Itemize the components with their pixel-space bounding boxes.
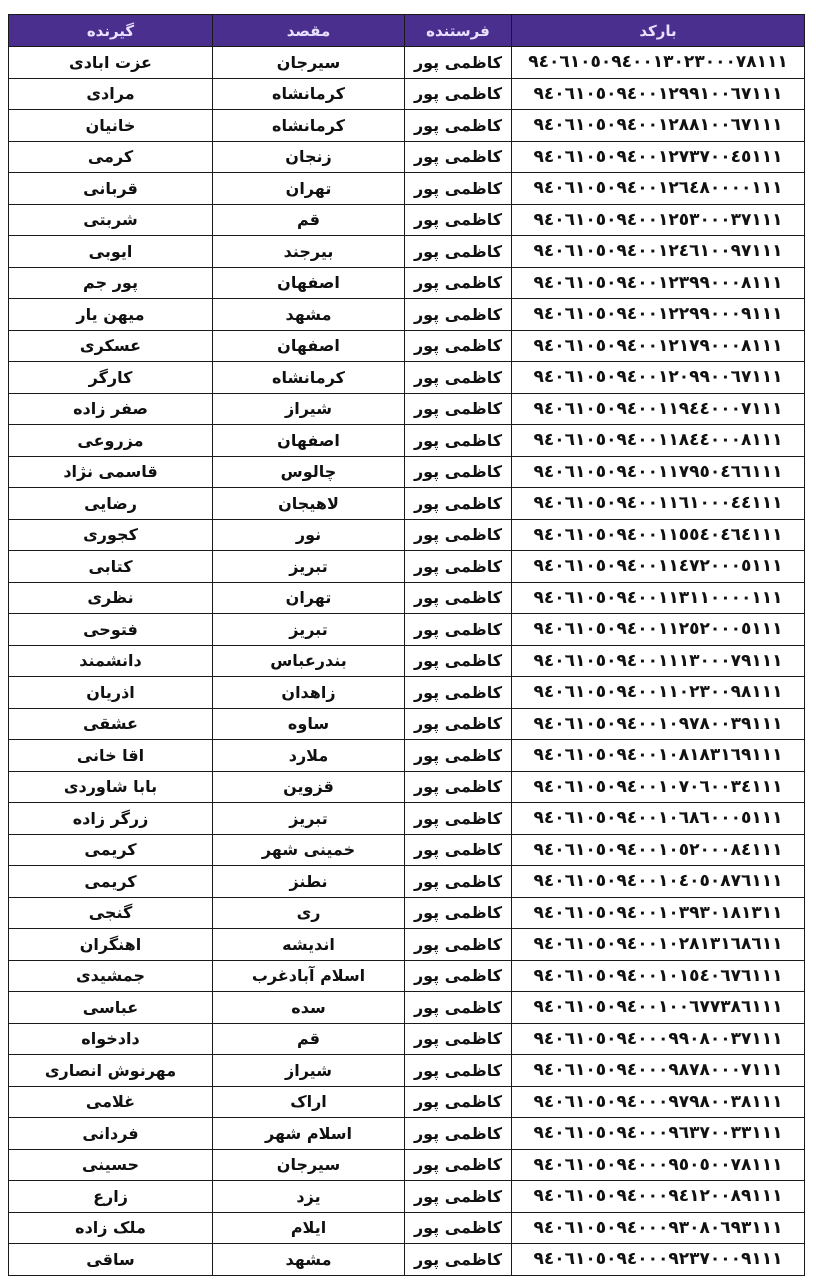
barcode-cell: ۹٤٠٦١٠٥٠٩٤٠٠١٢٨٨١٠٠٦٧١١١ <box>512 110 805 142</box>
table-row <box>9 1181 805 1213</box>
destination-cell: اندیشه <box>213 929 405 961</box>
recipient-cell: عزت ابادی <box>9 47 213 79</box>
destination-cell: سیرجان <box>213 47 405 79</box>
barcode-cell: ۹٤٠٦١٠٥٠٩٤٠٠١١٥٥٤٠٤٦٤١١١ <box>512 519 805 551</box>
sender-cell: کاظمی پور <box>405 897 512 929</box>
sender-cell: کاظمی پور <box>405 960 512 992</box>
recipient-cell: اقا خانی <box>9 740 213 772</box>
sender-cell: کاظمی پور <box>405 771 512 803</box>
table-row <box>9 456 805 488</box>
table-row <box>9 1055 805 1087</box>
sender-cell: کاظمی پور <box>405 740 512 772</box>
sender-cell: کاظمی پور <box>405 173 512 205</box>
barcode-cell: ۹٤٠٦١٠٥٠٩٤٠٠٠٩٩٠٨٠٠٣٧١١١ <box>512 1023 805 1055</box>
table-header-row <box>9 15 805 47</box>
barcode-cell: ۹٤٠٦١٠٥٠٩٤٠٠١٢٥٣٠٠٠٣٧١١١ <box>512 204 805 236</box>
barcode-cell: ۹٤٠٦١٠٥٠٩٤٠٠١١٤٧٢٠٠٠٥١١١ <box>512 551 805 583</box>
recipient-cell: رضایی <box>9 488 213 520</box>
destination-cell: بندرعباس <box>213 645 405 677</box>
recipient-cell: غلامی <box>9 1086 213 1118</box>
table-row <box>9 488 805 520</box>
barcode-cell: ۹٤٠٦١٠٥٠٩٤٠٠٠٩٧٩٨٠٠٣٨١١١ <box>512 1086 805 1118</box>
table-row <box>9 393 805 425</box>
table-row <box>9 110 805 142</box>
destination-cell: مشهد <box>213 299 405 331</box>
recipient-cell: قربانی <box>9 173 213 205</box>
table-row <box>9 866 805 898</box>
destination-cell: نطنز <box>213 866 405 898</box>
sender-cell: کاظمی پور <box>405 834 512 866</box>
barcode-cell: ۹٤٠٦١٠٥٠٩٤٠٠١١٣١١٠٠٠٠١١١ <box>512 582 805 614</box>
destination-cell: تبریز <box>213 803 405 835</box>
recipient-cell: شربتی <box>9 204 213 236</box>
recipient-cell: مزروعی <box>9 425 213 457</box>
recipient-cell: دادخواه <box>9 1023 213 1055</box>
barcode-cell: ۹٤٠٦١٠٥٠٩٤٠٠١٠٥٢٠٠٠٨٤١١١ <box>512 834 805 866</box>
table-row <box>9 834 805 866</box>
destination-cell: اسلام آبادغرب <box>213 960 405 992</box>
recipient-cell: کارگر <box>9 362 213 394</box>
barcode-cell: ۹٤٠٦١٠٥٠٩٤٠٠١١١٣٠٠٠٧٩١١١ <box>512 645 805 677</box>
destination-cell: شیراز <box>213 393 405 425</box>
table-row <box>9 677 805 709</box>
sender-cell: کاظمی پور <box>405 645 512 677</box>
sender-cell: کاظمی پور <box>405 1086 512 1118</box>
recipient-cell: گنجی <box>9 897 213 929</box>
destination-cell: قزوین <box>213 771 405 803</box>
table-row <box>9 425 805 457</box>
destination-cell: تهران <box>213 582 405 614</box>
recipient-cell: صفر زاده <box>9 393 213 425</box>
table-row <box>9 708 805 740</box>
barcode-cell: ۹٤٠٦١٠٥٠٩٤٠٠١٢٤٦١٠٠٩٧١١١ <box>512 236 805 268</box>
header-destination: مقصد <box>213 15 405 47</box>
destination-cell: ایلام <box>213 1212 405 1244</box>
sender-cell: کاظمی پور <box>405 393 512 425</box>
barcode-cell: ۹٤٠٦١٠٥٠٩٤٠٠١٢٢٩٩٠٠٠٩١١١ <box>512 299 805 331</box>
table-row <box>9 1212 805 1244</box>
barcode-cell: ۹٤٠٦١٠٥٠٩٤٠٠١١٠٢٣٠٠٩٨١١١ <box>512 677 805 709</box>
destination-cell: بیرجند <box>213 236 405 268</box>
recipient-cell: عسکری <box>9 330 213 362</box>
table-row <box>9 267 805 299</box>
header-recipient: گیرنده <box>9 15 213 47</box>
recipient-cell: مرادی <box>9 78 213 110</box>
table-row <box>9 1023 805 1055</box>
sender-cell: کاظمی پور <box>405 582 512 614</box>
recipient-cell: زارع <box>9 1181 213 1213</box>
destination-cell: اسلام شهر <box>213 1118 405 1150</box>
barcode-cell: ۹٤٠٦١٠٥٠٩٤٠٠١٠٦٨٦٠٠٠٥١١١ <box>512 803 805 835</box>
recipient-cell: زرگر زاده <box>9 803 213 835</box>
table-row <box>9 173 805 205</box>
destination-cell: چالوس <box>213 456 405 488</box>
destination-cell: لاهیجان <box>213 488 405 520</box>
barcode-cell: ۹٤٠٦١٠٥٠٩٤٠٠٠٩٣٠٨٠٦٩٣١١١ <box>512 1212 805 1244</box>
sender-cell: کاظمی پور <box>405 47 512 79</box>
destination-cell: نور <box>213 519 405 551</box>
table-row <box>9 236 805 268</box>
destination-cell: تبریز <box>213 614 405 646</box>
table-row <box>9 47 805 79</box>
table-row <box>9 992 805 1024</box>
recipient-cell: دانشمند <box>9 645 213 677</box>
sender-cell: کاظمی پور <box>405 267 512 299</box>
table-row <box>9 78 805 110</box>
destination-cell: اراک <box>213 1086 405 1118</box>
table-row <box>9 1086 805 1118</box>
recipient-cell: ملک زاده <box>9 1212 213 1244</box>
sender-cell: کاظمی پور <box>405 110 512 142</box>
table-row <box>9 299 805 331</box>
table-row <box>9 582 805 614</box>
destination-cell: کرمانشاه <box>213 110 405 142</box>
barcode-cell: ۹٤٠٦١٠٥٠٩٤٠٠١٠٣٩٣٠١٨١٣١١ <box>512 897 805 929</box>
sender-cell: کاظمی پور <box>405 330 512 362</box>
destination-cell: یزد <box>213 1181 405 1213</box>
sender-cell: کاظمی پور <box>405 1181 512 1213</box>
destination-cell: زاهدان <box>213 677 405 709</box>
recipient-cell: کتابی <box>9 551 213 583</box>
destination-cell: زنجان <box>213 141 405 173</box>
sender-cell: کاظمی پور <box>405 425 512 457</box>
sender-cell: کاظمی پور <box>405 866 512 898</box>
sender-cell: کاظمی پور <box>405 1244 512 1276</box>
barcode-cell: ۹٤٠٦١٠٥٠٩٤٠٠١٠٠٦٧٧٣٨٦١١١ <box>512 992 805 1024</box>
table-row <box>9 1244 805 1276</box>
recipient-cell: کرمی <box>9 141 213 173</box>
destination-cell: قم <box>213 1023 405 1055</box>
table-row <box>9 551 805 583</box>
sender-cell: کاظمی پور <box>405 1149 512 1181</box>
recipient-cell: فتوحی <box>9 614 213 646</box>
barcode-cell: ۹٤٠٦١٠٥٠٩٤٠٠١١٩٤٤٠٠٠٧١١١ <box>512 393 805 425</box>
recipient-cell: پور جم <box>9 267 213 299</box>
barcode-cell: ۹٤٠٦١٠٥٠٩٤٠٠١٢٠٩٩٠٠٦٧١١١ <box>512 362 805 394</box>
sender-cell: کاظمی پور <box>405 551 512 583</box>
destination-cell: کرمانشاه <box>213 362 405 394</box>
recipient-cell: قاسمی نژاد <box>9 456 213 488</box>
sender-cell: کاظمی پور <box>405 362 512 394</box>
recipient-cell: اهنگران <box>9 929 213 961</box>
recipient-cell: نظری <box>9 582 213 614</box>
sender-cell: کاظمی پور <box>405 236 512 268</box>
recipient-cell: مهرنوش انصاری <box>9 1055 213 1087</box>
destination-cell: اصفهان <box>213 425 405 457</box>
table-row <box>9 645 805 677</box>
table-row <box>9 960 805 992</box>
sender-cell: کاظمی پور <box>405 78 512 110</box>
recipient-cell: ایوبی <box>9 236 213 268</box>
destination-cell: تهران <box>213 173 405 205</box>
sender-cell: کاظمی پور <box>405 456 512 488</box>
sender-cell: کاظمی پور <box>405 708 512 740</box>
table-row <box>9 803 805 835</box>
table-row <box>9 929 805 961</box>
sender-cell: کاظمی پور <box>405 614 512 646</box>
barcode-cell: ۹٤٠٦١٠٥٠٩٤٠٠٠٩٨٧٨٠٠٠٧١١١ <box>512 1055 805 1087</box>
barcode-cell: ۹٤٠٦١٠٥٠٩٤٠٠١٢٦٤٨٠٠٠٠١١١ <box>512 173 805 205</box>
recipient-cell: عشقی <box>9 708 213 740</box>
barcode-cell: ۹٤٠٦١٠٥٠٩٤٠٠١٢١٧٩٠٠٠٨١١١ <box>512 330 805 362</box>
barcode-cell: ۹٤٠٦١٠٥٠٩٤٠٠١٢٧٣٧٠٠٤٥١١١ <box>512 141 805 173</box>
sender-cell: کاظمی پور <box>405 803 512 835</box>
sender-cell: کاظمی پور <box>405 992 512 1024</box>
table-row <box>9 204 805 236</box>
recipient-cell: حسینی <box>9 1149 213 1181</box>
barcode-cell: ۹٤٠٦١٠٥٠٩٤٠٠١٠٧٠٦٠٠٣٤١١١ <box>512 771 805 803</box>
table-row <box>9 362 805 394</box>
destination-cell: اصفهان <box>213 330 405 362</box>
table-row <box>9 1118 805 1150</box>
header-sender: فرستنده <box>405 15 512 47</box>
sender-cell: کاظمی پور <box>405 299 512 331</box>
destination-cell: شیراز <box>213 1055 405 1087</box>
table-row <box>9 614 805 646</box>
destination-cell: قم <box>213 204 405 236</box>
recipient-cell: فردانی <box>9 1118 213 1150</box>
barcode-cell: ۹٤٠٦١٠٥٠٩٤٠٠٠٩٦٣٧٠٠٣٣١١١ <box>512 1118 805 1150</box>
destination-cell: ملارد <box>213 740 405 772</box>
barcode-cell: ۹٤٠٦١٠٥٠٩٤٠٠١١٨٤٤٠٠٠٨١١١ <box>512 425 805 457</box>
destination-cell: سده <box>213 992 405 1024</box>
sender-cell: کاظمی پور <box>405 677 512 709</box>
sender-cell: کاظمی پور <box>405 929 512 961</box>
barcode-cell: ۹٤٠٦١٠٥٠٩٤٠٠١١٧٩٥٠٤٦٦١١١ <box>512 456 805 488</box>
shipment-sheet <box>8 14 804 1276</box>
sender-cell: کاظمی پور <box>405 1212 512 1244</box>
destination-cell: ساوه <box>213 708 405 740</box>
sender-cell: کاظمی پور <box>405 204 512 236</box>
sender-cell: کاظمی پور <box>405 1118 512 1150</box>
table-row <box>9 141 805 173</box>
destination-cell: اصفهان <box>213 267 405 299</box>
table-row <box>9 740 805 772</box>
sender-cell: کاظمی پور <box>405 519 512 551</box>
destination-cell: کرمانشاه <box>213 78 405 110</box>
destination-cell: ری <box>213 897 405 929</box>
table-row <box>9 519 805 551</box>
barcode-cell: ۹٤٠٦١٠٥٠٩٤٠٠١١٦١٠٠٠٤٤١١١ <box>512 488 805 520</box>
table-row <box>9 1149 805 1181</box>
barcode-cell: ۹٤٠٦١٠٥٠٩٤٠٠٠٩٢٣٧٠٠٠٩١١١ <box>512 1244 805 1276</box>
recipient-cell: کریمی <box>9 834 213 866</box>
barcode-cell: ۹٤٠٦١٠٥٠٩٤٠٠١٠٢٨١٣١٦٨٦١١ <box>512 929 805 961</box>
barcode-cell: ۹٤٠٦١٠٥٠٩٤٠٠١٢٣٩٩٠٠٠٨١١١ <box>512 267 805 299</box>
table-row <box>9 897 805 929</box>
recipient-cell: اذریان <box>9 677 213 709</box>
barcode-cell: ۹٤٠٦١٠٥٠٩٤٠٠١٣٠٢٣٠٠٠٧٨١١١ <box>512 47 805 79</box>
barcode-cell: ۹٤٠٦١٠٥٠٩٤٠٠٠٩٤١٢٠٠٨٩١١١ <box>512 1181 805 1213</box>
recipient-cell: کریمی <box>9 866 213 898</box>
barcode-cell: ۹٤٠٦١٠٥٠٩٤٠٠١٢٩٩١٠٠٦٧١١١ <box>512 78 805 110</box>
barcode-cell: ۹٤٠٦١٠٥٠٩٤٠٠٠٩٥٠٥٠٠٧٨١١١ <box>512 1149 805 1181</box>
barcode-cell: ۹٤٠٦١٠٥٠٩٤٠٠١٠١٥٤٠٦٧٦١١١ <box>512 960 805 992</box>
destination-cell: مشهد <box>213 1244 405 1276</box>
recipient-cell: ساقی <box>9 1244 213 1276</box>
barcode-cell: ۹٤٠٦١٠٥٠٩٤٠٠١٠٩٧٨٠٠٣٩١١١ <box>512 708 805 740</box>
barcode-cell: ۹٤٠٦١٠٥٠٩٤٠٠١٠٨١٨٣١٦٩١١١ <box>512 740 805 772</box>
table-row <box>9 771 805 803</box>
barcode-cell: ۹٤٠٦١٠٥٠٩٤٠٠١٠٤٠٥٠٨٧٦١١١ <box>512 866 805 898</box>
sender-cell: کاظمی پور <box>405 488 512 520</box>
sender-cell: کاظمی پور <box>405 1023 512 1055</box>
header-barcode: بارکد <box>512 15 805 47</box>
recipient-cell: عباسی <box>9 992 213 1024</box>
table-row <box>9 330 805 362</box>
destination-cell: تبریز <box>213 551 405 583</box>
recipient-cell: جمشیدی <box>9 960 213 992</box>
recipient-cell: کجوری <box>9 519 213 551</box>
sender-cell: کاظمی پور <box>405 1055 512 1087</box>
destination-cell: سیرجان <box>213 1149 405 1181</box>
recipient-cell: خانیان <box>9 110 213 142</box>
destination-cell: خمینی شهر <box>213 834 405 866</box>
table-body <box>9 47 805 1276</box>
recipient-cell: بابا شاوردی <box>9 771 213 803</box>
barcode-cell: ۹٤٠٦١٠٥٠٩٤٠٠١١٢٥٢٠٠٠٥١١١ <box>512 614 805 646</box>
recipient-cell: میهن یار <box>9 299 213 331</box>
sender-cell: کاظمی پور <box>405 141 512 173</box>
shipment-table <box>8 14 805 1276</box>
